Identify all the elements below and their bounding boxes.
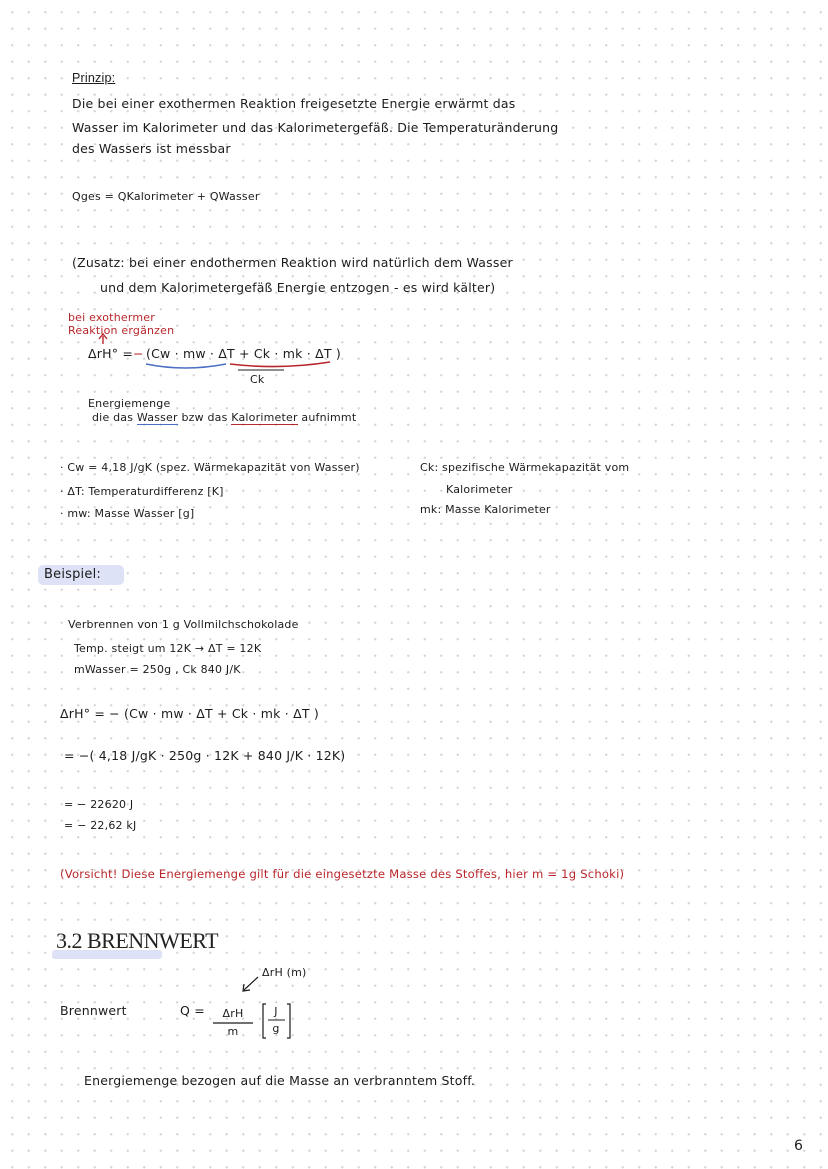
energy-prefix: die das: [92, 411, 134, 424]
energy-wasser: Wasser: [136, 411, 178, 424]
legend-delta-t: · ΔT: Temperaturdifferenz [K]: [60, 485, 224, 498]
beispiel-line-3: mWasser = 250g , Ck 840 J/K: [74, 663, 241, 676]
energy-title: Energiemenge: [88, 397, 171, 410]
legend-mw: · mw: Masse Wasser [g]: [60, 507, 195, 520]
prinzip-line-3: des Wassers ist messbar: [72, 141, 231, 156]
calorimeter-term-underline: [230, 362, 330, 367]
beispiel-line-2: Temp. steigt um 12K → ΔT = 12K: [74, 642, 262, 655]
q-equals: Q =: [180, 1003, 205, 1018]
zusatz-line-1: (Zusatz: bei einer endothermen Reaktion wird natürlich dem Wasser: [72, 255, 513, 270]
calc-line-2: = −( 4,18 J/gK · 250g · 12K + 840 J/K · 12K): [64, 748, 346, 763]
legend-cw: · Cw = 4,18 J/gK (spez. Wärmekapazität von Wasser): [60, 461, 360, 474]
brennwert-label: Brennwert: [60, 1003, 127, 1018]
fraction-numerator: ΔrH: [222, 1007, 244, 1020]
formula-lhs: ΔrH° =: [88, 346, 133, 361]
beispiel-label: Beispiel:: [44, 567, 101, 582]
energy-suffix: aufnimmt: [301, 411, 357, 424]
exotherm-note-line-1: bei exothermer: [68, 311, 155, 324]
legend-mk: mk: Masse Kalorimeter: [420, 503, 551, 516]
energy-kalorimeter: Kalorimeter: [231, 411, 298, 424]
calc-line-4: = − 22,62 kJ: [64, 819, 137, 832]
water-term-underline: [146, 364, 226, 368]
beispiel-line-1: Verbrennen von 1 g Vollmilchschokolade: [68, 618, 299, 631]
vorsicht-note: (Vorsicht! Diese Energiemenge gilt für die eingesetzte Masse des Stoffes, hier m = 1g Schoki): [60, 867, 625, 881]
ck-label: Ck: [250, 373, 265, 386]
prinzip-line-1: Die bei einer exothermen Reaktion freigesetzte Energie erwärmt das: [72, 96, 516, 111]
qges-equation: Qges = QKalorimeter + QWasser: [72, 190, 260, 203]
legend-ck-cont: Kalorimeter: [446, 483, 513, 496]
zusatz-line-2: und dem Kalorimetergefäß Energie entzogen - es wird kälter): [100, 280, 496, 295]
unit-bracket-right: [287, 1004, 290, 1038]
calc-line-3: = − 22620 J: [64, 798, 134, 811]
fraction-denominator: m: [227, 1025, 239, 1038]
unit-bracket-left: [263, 1004, 266, 1038]
unit-numerator: J: [274, 1005, 278, 1018]
page-number: 6: [794, 1138, 804, 1154]
energy-mid: bzw das: [181, 411, 228, 424]
formula-body: (Cw · mw · ΔT + Ck · mk · ΔT ): [146, 346, 341, 361]
arh-arrow: [244, 977, 258, 990]
section-heading-brennwert: 3.2 BRENNWERT: [56, 928, 219, 953]
unit-denominator: g: [272, 1022, 280, 1035]
arh-m-annotation: ΔrH (m): [262, 966, 307, 979]
formula-minus: −: [133, 346, 144, 361]
brennwert-definition: Energiemenge bezogen auf die Masse an verbranntem Stoff.: [84, 1073, 476, 1088]
exotherm-note-line-2: Reaktion ergänzen: [68, 324, 175, 337]
calc-line-1: ΔrH° = − (Cw · mw · ΔT + Ck · mk · ΔT ): [60, 706, 319, 721]
legend-ck: Ck: spezifische Wärmekapazität vom: [420, 461, 630, 474]
prinzip-title: Prinzip:: [72, 71, 116, 85]
prinzip-line-2: Wasser im Kalorimeter und das Kalorimetergefäß. Die Temperaturänderung: [72, 120, 559, 135]
